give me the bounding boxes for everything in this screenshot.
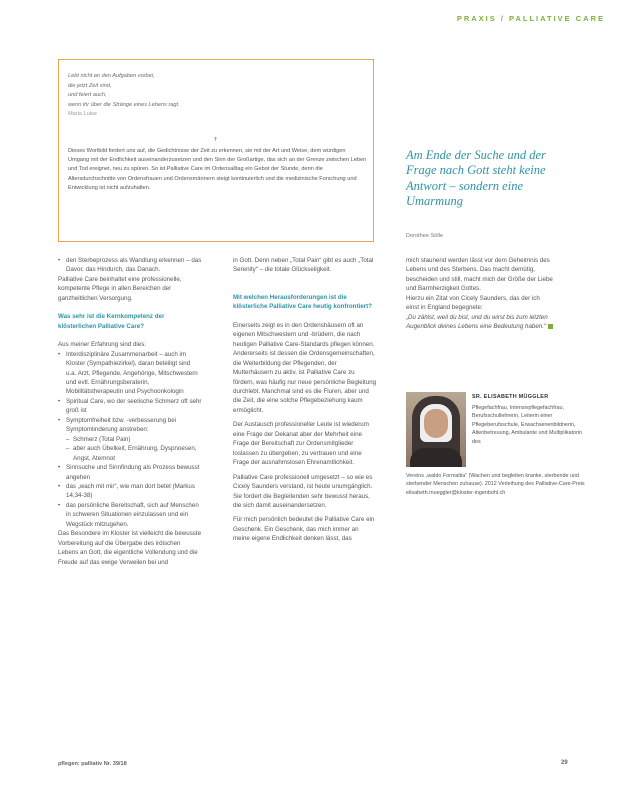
- poem-line: die jetzt Zeit sind,: [68, 82, 112, 89]
- paragraph: Für mich persönlich bedeutet die Palliative Care ein Geschenk. Ein Geschenk, das mich immer an meine eigene Endlichkeit denken lässt, das: [233, 516, 375, 543]
- paragraph: Der Austausch professioneller Leute ist wiederum eine Frage der Dekanat aber der Mehrheit eine Frage der Bereitschaft zur Ordensmitglieder loslassen zu übergeben, zu vertrauen und eine Frage der ausnahmslosen Ehrenamtlichkeit.: [233, 421, 369, 467]
- poem-line: wenn ihr über die Stränge eines Lebens ragt.: [68, 101, 180, 108]
- section-label: PRAXIS / PALLIATIVE CARE: [456, 14, 605, 23]
- sub-list-item: – aber auch Übelkeit, Ernährung, Dyspnoesen, Angst, Atemnot: [66, 444, 202, 463]
- cross-icon: ✝: [213, 137, 219, 143]
- poem-source: Maria Luise: [68, 111, 97, 118]
- poem: [68, 72, 368, 120]
- poem-line: und feiert auch,: [68, 92, 107, 99]
- list-item: • das „wach mit mir“, wie man dort betet (Markus 14,34-38): [58, 482, 202, 501]
- paragraph: mich staunend werden lässt vor dem Geheimnis des Lebens und des Sterbens. Das macht demütig, bescheiden und still, macht mich der Größe der Liebe und Barmherzigkeit Gottes.: [406, 257, 553, 293]
- list-item: • Sinnsuche und Sinnfindung als Prozess bewusst angehen: [58, 463, 202, 482]
- box-paragraph: Dieses Wortbild fordert uns auf, die Gedichtnisse der Zeit zu erkennen, sie mit der Art und Weise, dem würdigen Umgang mit der Endlichkeit auseinanderzusetzen und den Sinn der Großartige, das sich an der Grenze zwischen Leben und Tod ereignet, neu zu spüren. So ist Palliative Care im Ordensalltag ein Gebot der Stunde, denn die Altersdurchschnitte von Ordensfrauen und Ordensmännern steigt kontinuierlich und die medizinische Forschung und Entwicklung ist nicht aufzuhalten.: [68, 148, 367, 191]
- author-bio-continued: Vereins „waldo Formaltia“ (Wachen und begleiten kranke, sterbende und sterbender Menschen zuhause). 2012 Verleihung des Palliative-Care-Preis elisabeth.mueggler@kloster-ingenbohl.ch: [406, 473, 585, 496]
- column-3: [406, 256, 554, 332]
- list-item: • Symptomfreiheit bzw. -verbesserung bei Symptomlinderung anstreben:: [58, 416, 202, 435]
- subheading: Was sehr ist die Kernkompetenz der klösterlichen Palliative Care?: [58, 313, 165, 330]
- list-item: • Spiritual Care, wo der seelische Schmerz oft sehr groß ist: [58, 397, 202, 416]
- pull-quote-author: Dorothee Sölle: [406, 233, 444, 239]
- pull-quote: Am Ende der Suche und der Frage nach Gott steht keine Antwort – sondern eine Umarmung: [406, 148, 546, 209]
- paragraph: Einerseits zeigt es in den Ordenshäusern oft an eigenen Mitschwestern und -brüdern, die nach heutigen Palliative Care-Standards pflegen können. Andererseits ist dessen die Ordensgemeinschaften, die Weiterbildung der Pflegenden, der Mutterhäusern zu aktiv, ist Palliative Care zu fördern, was häufig nur neue persönliche Begleitung durchlebt. Manchmal sind es die Fluren, aber und die Zeit, die eine solche Pflegebeziehung kaum ermöglicht.: [233, 321, 377, 414]
- column-2: [233, 256, 377, 544]
- column-1: [58, 256, 202, 567]
- paragraph: Aus meiner Erfahrung sind dies:: [58, 341, 147, 349]
- author-name: SR. ELISABETH MÜGGLER: [472, 394, 549, 400]
- paragraph: Hierzu ein Zitat von Cicely Saunders, das der ich einst in England begegnete:: [406, 294, 540, 312]
- sub-list-item: – Schmerz (Total Pain): [66, 435, 202, 444]
- paragraph: Das Besondere im Kloster ist vielleicht die bewusste Vorbereitung auf die Übergabe des irdischen Lebens an Gott, die eigentliche Vollendung und die Freude auf das ewige Verweilen bei und: [58, 530, 202, 566]
- closing-quote: „Du zählst, weil du bist, und du wirst bis zum letzten Augenblick deines Lebens eine Bedeutung haben.“: [406, 313, 548, 331]
- paragraph: in Gott. Denn neben „Total Pain“ gibt es auch „Total Serenity“ – die totale Glückseligkeit.: [233, 257, 374, 274]
- paragraph: Palliative Care beinhaltet eine professionelle, kompetente Pflege in allen Bereichen der ganzheitlichen Versorgung.: [58, 275, 182, 302]
- subheading: Mit welchen Herausforderungen ist die klösterliche Palliative Care heutig konfrontiert?: [233, 293, 372, 311]
- list-item: • Interdisziplinäre Zusammenarbeit – auch im Kloster (Sympathiezirkel), daran beteiligt sind u.a. Arzt, Pflegende, Angehörige, Mitschwestern und evtl. Ernährungsberaterin, Mobilitätstherapeutin und Psychoonkologin: [58, 350, 202, 397]
- end-mark-icon: [548, 324, 553, 329]
- footer-title: pflegen: palliativ Nr. 39/18: [58, 761, 127, 767]
- poem-line: Lebt nicht an den Aufgaben vorbei,: [68, 73, 155, 79]
- paragraph: Palliative Care professionell umgesetzt – so wie es Cicely Saunders verstand, ist heute unumgänglich. Sie fordert die Begleitenden sehr bewusst heraus, die sich damit auseinandersetzen.: [233, 473, 373, 509]
- author-bio: Pflegefachfrau, Intensivpflegefachfrau, Berufsschullehrerin, Leiterin einer Pflegeberufsschule, Erwachsenenbildnerin, Altenbetreuung, Ambulante und Multiplikatorin des: [472, 405, 582, 445]
- list-item: • den Sterbeprozess als Wandlung erkennen – das Davor, das Hindurch, das Danach.: [58, 256, 202, 275]
- author-photo: [406, 392, 466, 467]
- page-number: 29: [561, 760, 568, 766]
- list-item: • das persönliche Bereitschaft, sich auf Menschen in schweren Situationen einzulassen und ein Wegstück mitzugehen.: [58, 501, 202, 529]
